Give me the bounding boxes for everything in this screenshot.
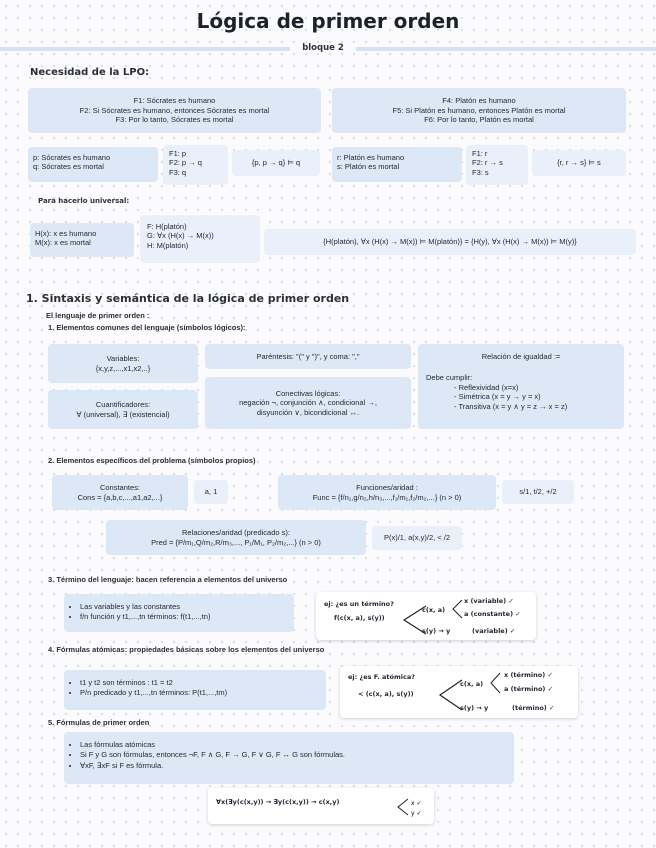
- termino-box: [64, 594, 294, 632]
- subsection-2-heading: 2. Elementos específicos del problema (símbolos propios): [48, 456, 256, 465]
- form-line: F2: r → s: [472, 158, 503, 168]
- formula-item: • Las fórmulas atómicas: [80, 740, 510, 749]
- termino-branch: s(y) → y: [422, 627, 451, 635]
- subsection-3-heading: 3. Término del lenguaje: hacen referencia a elementos del universo: [48, 575, 288, 584]
- prop-line: r: Platón es humano: [337, 153, 405, 162]
- variables-label: Variables:: [106, 354, 140, 364]
- conectivas-value: disyunción ∨, bicondicional ↔.: [256, 407, 360, 417]
- page-subtitle: bloque 2: [302, 43, 344, 53]
- result-socrates: {p, p → q} ⊨ q: [232, 150, 320, 176]
- atomica-sub-brace: [488, 671, 502, 695]
- formula-item: • ∀xF, ∃xF si F es fórmula.: [80, 761, 510, 770]
- atomica-mark: a (término) ✓: [504, 685, 554, 693]
- conectivas-value: negación ¬, conjunción ∧, condicional →,: [239, 398, 377, 408]
- formula-brace: [394, 796, 422, 818]
- constantes-box: [52, 475, 188, 510]
- constantes-value: Cons = {a,b,c,...,a1,a2,...}: [77, 492, 163, 502]
- termino-item: • Las variables y las constantes: [80, 602, 290, 611]
- prop-line: p: Sócrates es humano: [33, 153, 111, 162]
- termino-expression: f(c(x, a), s(y)): [334, 614, 385, 622]
- subsection-4-heading: 4. Fórmulas atómicas: propiedades básicas sobre los elementos del universo: [48, 645, 325, 654]
- divider-left: [0, 47, 290, 51]
- form-line: F3: q: [169, 167, 187, 177]
- relaciones-box: [106, 520, 366, 555]
- premise-line: F4: Platón es humano: [442, 95, 516, 105]
- premise-line: F2: Si Sócrates es humano, entonces Sócrates es mortal: [79, 105, 270, 115]
- igualdad-must: Debe cumplir:: [426, 373, 473, 383]
- atomica-branch: c(x, a): [460, 680, 484, 688]
- atomica-box: [64, 670, 326, 710]
- atomica-expression: < (c(x, a), s(y)): [358, 690, 414, 698]
- funciones-box: [278, 475, 496, 510]
- premises-platon: [332, 88, 626, 133]
- predicate-form-line: H: M(platón): [147, 240, 189, 250]
- conectivas-box: [205, 377, 411, 429]
- result-platon: {r, r → s} ⊨ s: [532, 150, 626, 176]
- divider-right: [356, 47, 656, 51]
- relaciones-example: P(x)/1, a(x,y)/2, < /2: [372, 526, 462, 550]
- predicate-form-line: F: H(platón): [147, 222, 187, 231]
- forms-socrates: [163, 145, 228, 185]
- page-title: Lógica de primer orden: [196, 9, 460, 33]
- subsection-5-heading: 5. Fórmulas de primer orden: [48, 718, 150, 727]
- section-heading: 1. Sintaxis y semántica de la lógica de primer orden: [26, 292, 350, 305]
- premises-socrates: [28, 88, 321, 133]
- predicates-box: [30, 223, 134, 257]
- prop-line: s: Platón es mortal: [337, 162, 400, 172]
- premise-line: F6: Por lo tanto, Platón es mortal: [424, 115, 534, 125]
- premise-line: F3: Por lo tanto, Sócrates es mortal: [115, 115, 234, 125]
- subsection-1-heading: 1. Elementos comunes del lenguaje (símbolos lógicos):: [48, 323, 246, 332]
- section-intro: El lenguaje de primer orden :: [46, 311, 150, 320]
- formula-example: ∀x(∃y(c(x,y)) → ∃y(c(x,y)) → c(x,y): [216, 798, 340, 806]
- props-socrates: [28, 147, 158, 182]
- predicate-line: H(x): x es humano: [35, 229, 97, 238]
- atomica-example-card: [340, 666, 578, 718]
- formulas-box: [64, 732, 514, 784]
- universal-result: {H(platón), ∀x (H(x) → M(x)) ⊨ M(platón)} = {H(y), ∀x (H(x) → M(x)) ⊨ M(y)}: [264, 229, 636, 255]
- form-line: F2: p → q: [169, 158, 202, 168]
- termino-mark: x (variable) ✓: [464, 597, 514, 605]
- atomica-item: • P/n predicado y t1,...,tn términos: P(t1,...,tm): [80, 688, 322, 697]
- igualdad-property: - Reflexividad (x=x): [454, 382, 519, 392]
- atomica-item: • t1 y t2 son términos : t1 = t2: [80, 678, 322, 687]
- atomica-mark: (término) ✓: [512, 704, 555, 712]
- igualdad-property: - Simétrica (x = y → y = x): [454, 392, 541, 402]
- premise-line: F1: Sócrates es humano: [133, 95, 216, 105]
- predicate-form-line: G: ∀x (H(x) → M(x)): [147, 231, 214, 241]
- parentesis-box: Paréntesis: "(" y ")", y coma: ",": [205, 344, 411, 369]
- atomica-question: ej: ¿es F. atómica?: [348, 673, 415, 681]
- termino-mark: a (constante) ✓: [464, 610, 521, 618]
- universal-heading: Para hacerlo universal:: [38, 197, 130, 205]
- cuantificadores-value: ∀ (universal), ∃ (existencial): [76, 409, 170, 419]
- funciones-label: Funciones/aridad :: [356, 483, 418, 493]
- prop-line: q: Sócrates es mortal: [33, 162, 104, 172]
- termino-example-card: [316, 592, 536, 640]
- premise-line: F5: Si Platón es humano, entonces Platón es mortal: [392, 105, 566, 115]
- form-line: F1: r: [472, 149, 488, 158]
- relaciones-label: Relaciones/aridad (predicado s):: [182, 528, 290, 538]
- relaciones-value: Pred = {P/m₁,Q/m₂,R/m₃,..., P₁/M₁, P₂/m₂,...} (n > 0): [151, 537, 321, 547]
- cuantificadores-box: [48, 390, 198, 429]
- termino-branch: c(x, a): [422, 606, 446, 614]
- funciones-value: Func = {f/n₁,g/n₂,h/n₃,...,f₁/m₁,f₂/m₂,...} (n > 0): [312, 492, 462, 502]
- atomica-branch: s(y) → y: [460, 704, 489, 712]
- form-line: F3: s: [472, 167, 489, 177]
- cuantificadores-label: Cuantificadores:: [95, 400, 151, 410]
- predicate-line: M(x): x es mortal: [35, 238, 91, 248]
- svg-text:y ✓: y ✓: [411, 810, 422, 817]
- predicate-forms-box: [140, 215, 260, 263]
- conectivas-label: Conectivas lógicas:: [275, 388, 341, 398]
- igualdad-label: Relación de igualdad :=: [481, 352, 561, 361]
- constantes-example: a, 1: [194, 480, 228, 504]
- termino-item: • f/n función y t1,...,tn términos: f(t1,...,tn): [80, 612, 290, 621]
- svg-text:x ✓: x ✓: [411, 800, 422, 807]
- variables-box: [48, 344, 198, 383]
- forms-platon: [466, 145, 528, 185]
- atomica-mark: x (término) ✓: [504, 671, 553, 679]
- formula-example-card: [208, 788, 434, 824]
- funciones-example: s/1, t/2, +/2: [502, 480, 574, 504]
- variables-value: {x,y,z,...,x1,x2,..}: [95, 363, 151, 373]
- igualdad-property: - Transitiva (x = y ∧ y = z → x = z): [454, 401, 568, 411]
- termino-sub-brace: [450, 598, 464, 620]
- termino-mark: (variable) ✓: [472, 627, 516, 635]
- necesidad-heading: Necesidad de la LPO:: [30, 67, 150, 78]
- termino-question: ej: ¿es un término?: [324, 600, 394, 608]
- constantes-label: Constantes:: [99, 483, 140, 493]
- props-platon: [332, 147, 462, 182]
- form-line: F1: p: [169, 149, 187, 158]
- formula-item: • Si F y G son fórmulas, entonces ¬F, F ∧ G, F → G, F ∨ G, F ↔ G son fórmulas.: [80, 750, 510, 759]
- igualdad-box: [418, 344, 624, 429]
